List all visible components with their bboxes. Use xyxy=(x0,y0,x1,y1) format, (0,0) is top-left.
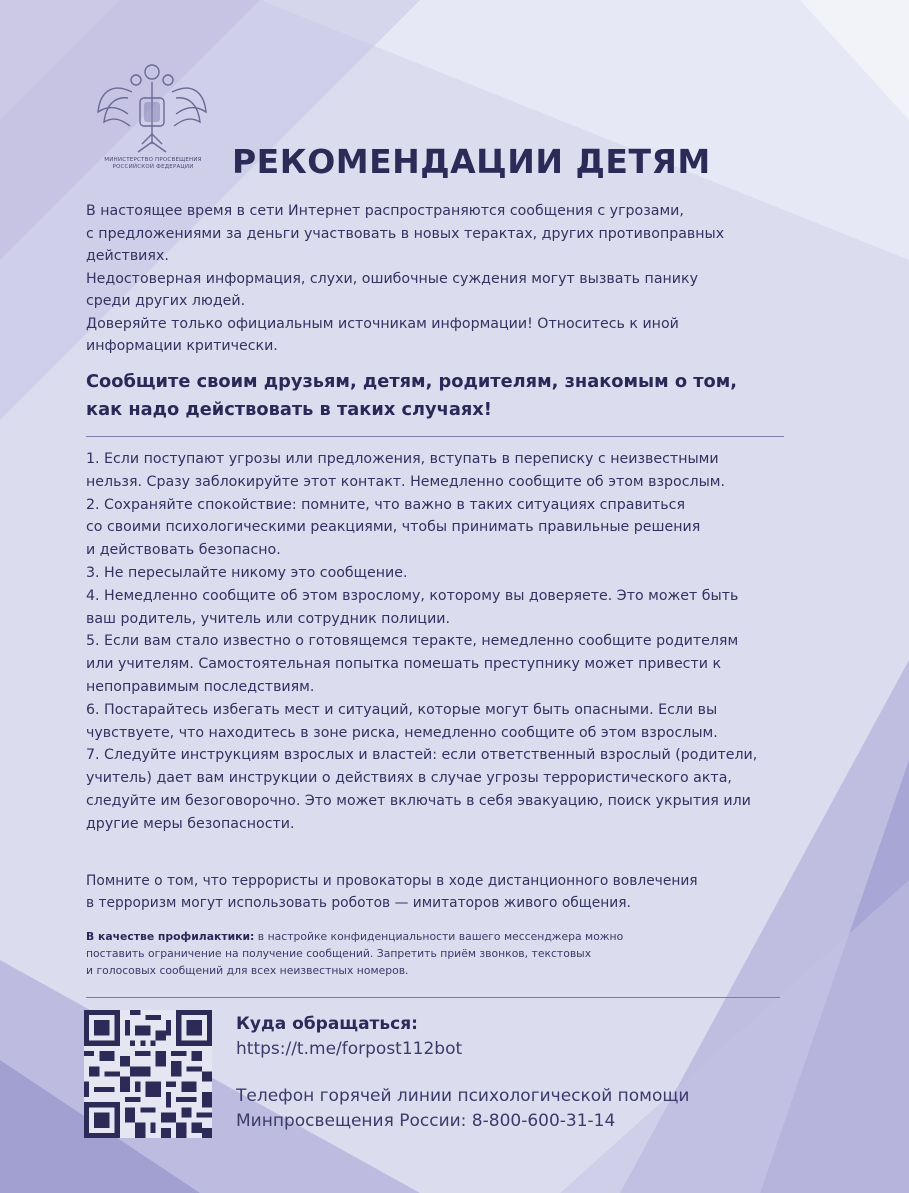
hotline-phone[interactable]: Минпросвещения России: 8-800-600-31-14 xyxy=(236,1111,616,1131)
prevention-text: поставить ограничение на получение сообщений. Запретить приём звонков, текстовых xyxy=(86,947,592,960)
list-item: непоправимым последствиям. xyxy=(86,678,315,695)
hotline-text: Телефон горячей линии психологической помощи xyxy=(236,1086,690,1106)
intro-line: информации критически. xyxy=(86,338,278,354)
page-title: РЕКОМЕНДАЦИИ ДЕТЯМ xyxy=(232,142,711,181)
list-item: учитель) дает вам инструкции о действиях в случае угрозы террористического акта, xyxy=(86,770,732,787)
remember-note xyxy=(86,870,746,914)
list-item: ваш родитель, учитель или сотрудник полиции. xyxy=(86,610,451,627)
list-item: следуйте им безоговорочно. Это может включать в себя эвакуацию, поиск укрытия или xyxy=(86,792,751,809)
list-item: 3. Не пересылайте никому это сообщение. xyxy=(86,564,408,581)
list-item: 1. Если поступают угрозы или предложения, вступать в переписку с неизвестными xyxy=(86,451,719,467)
contacts-block xyxy=(236,1012,796,1134)
divider xyxy=(86,997,780,998)
intro-line: среди других людей. xyxy=(86,293,246,309)
eagle-emblem-icon xyxy=(92,52,212,162)
list-item: со своими психологическими реакциями, чтобы принимать правильные решения xyxy=(86,519,701,536)
callout-line: как надо действовать в таких случаях! xyxy=(86,399,492,420)
list-item: 5. Если вам стало известно о готовящемся теракте, немедленно сообщите родителям xyxy=(86,633,739,650)
remember-line: в терроризм могут использовать роботов — имитаторов живого общения. xyxy=(86,895,631,911)
intro-line: Недостоверная информация, слухи, ошибочные суждения могут вызвать панику xyxy=(86,270,698,287)
prevention-note xyxy=(86,928,746,979)
list-item: чувствуете, что находитесь в зоне риска, немедленно сообщите об этом взрослым. xyxy=(86,724,718,741)
contacts-heading: Куда обращаться: xyxy=(236,1014,418,1034)
prevention-label: В качестве профилактики: xyxy=(86,930,255,943)
prevention-text: в настройке конфиденциальности вашего мессенджера можно xyxy=(254,930,624,943)
intro-text xyxy=(86,200,766,358)
callout-line: Сообщите своим друзьям, детям, родителям, знакомым о том, xyxy=(86,371,738,392)
list-item: и действовать безопасно. xyxy=(86,542,281,559)
intro-line: действиях. xyxy=(86,248,169,264)
bot-link[interactable]: https://t.me/forpost112bot xyxy=(236,1039,463,1059)
list-item: нельзя. Сразу заблокируйте этот контакт. Немедленно сообщите об этом взрослым. xyxy=(86,473,726,490)
intro-line: В настоящее время в сети Интернет распространяются сообщения с угрозами, xyxy=(86,203,684,219)
list-item: 4. Немедленно сообщите об этом взрослому, которому вы доверяете. Это может быть xyxy=(86,587,739,604)
intro-line: с предложениями за деньги участвовать в новых терактах, других противоправных xyxy=(86,225,725,242)
list-item: 2. Сохраняйте спокойствие: помните, что важно в таких ситуациях справиться xyxy=(86,496,685,513)
divider xyxy=(86,436,784,437)
list-item: 7. Следуйте инструкциям взрослых и властей: если ответственный взрослый (родители, xyxy=(86,747,758,764)
remember-line: Помните о том, что террористы и провокаторы в ходе дистанционного вовлечения xyxy=(86,873,698,889)
list-item: или учителям. Самостоятельная попытка помешать преступнику может привести к xyxy=(86,656,722,673)
intro-line: Доверяйте только официальным источникам информации! Относитесь к иной xyxy=(86,315,679,332)
callout-heading xyxy=(86,368,806,424)
list-item: другие меры безопасности. xyxy=(86,815,295,832)
prevention-text: и голосовых сообщений для всех неизвестных номеров. xyxy=(86,964,409,977)
list-item: 6. Постарайтесь избегать мест и ситуаций, которые могут быть опасными. Если вы xyxy=(86,701,718,718)
recommendations-list xyxy=(86,448,776,836)
qr-code-icon[interactable] xyxy=(84,1010,212,1138)
ministry-caption: МИНИСТЕРСТВО ПРОСВЕЩЕНИЯ РОССИЙСКОЙ ФЕДЕРАЦИИ xyxy=(104,157,202,170)
